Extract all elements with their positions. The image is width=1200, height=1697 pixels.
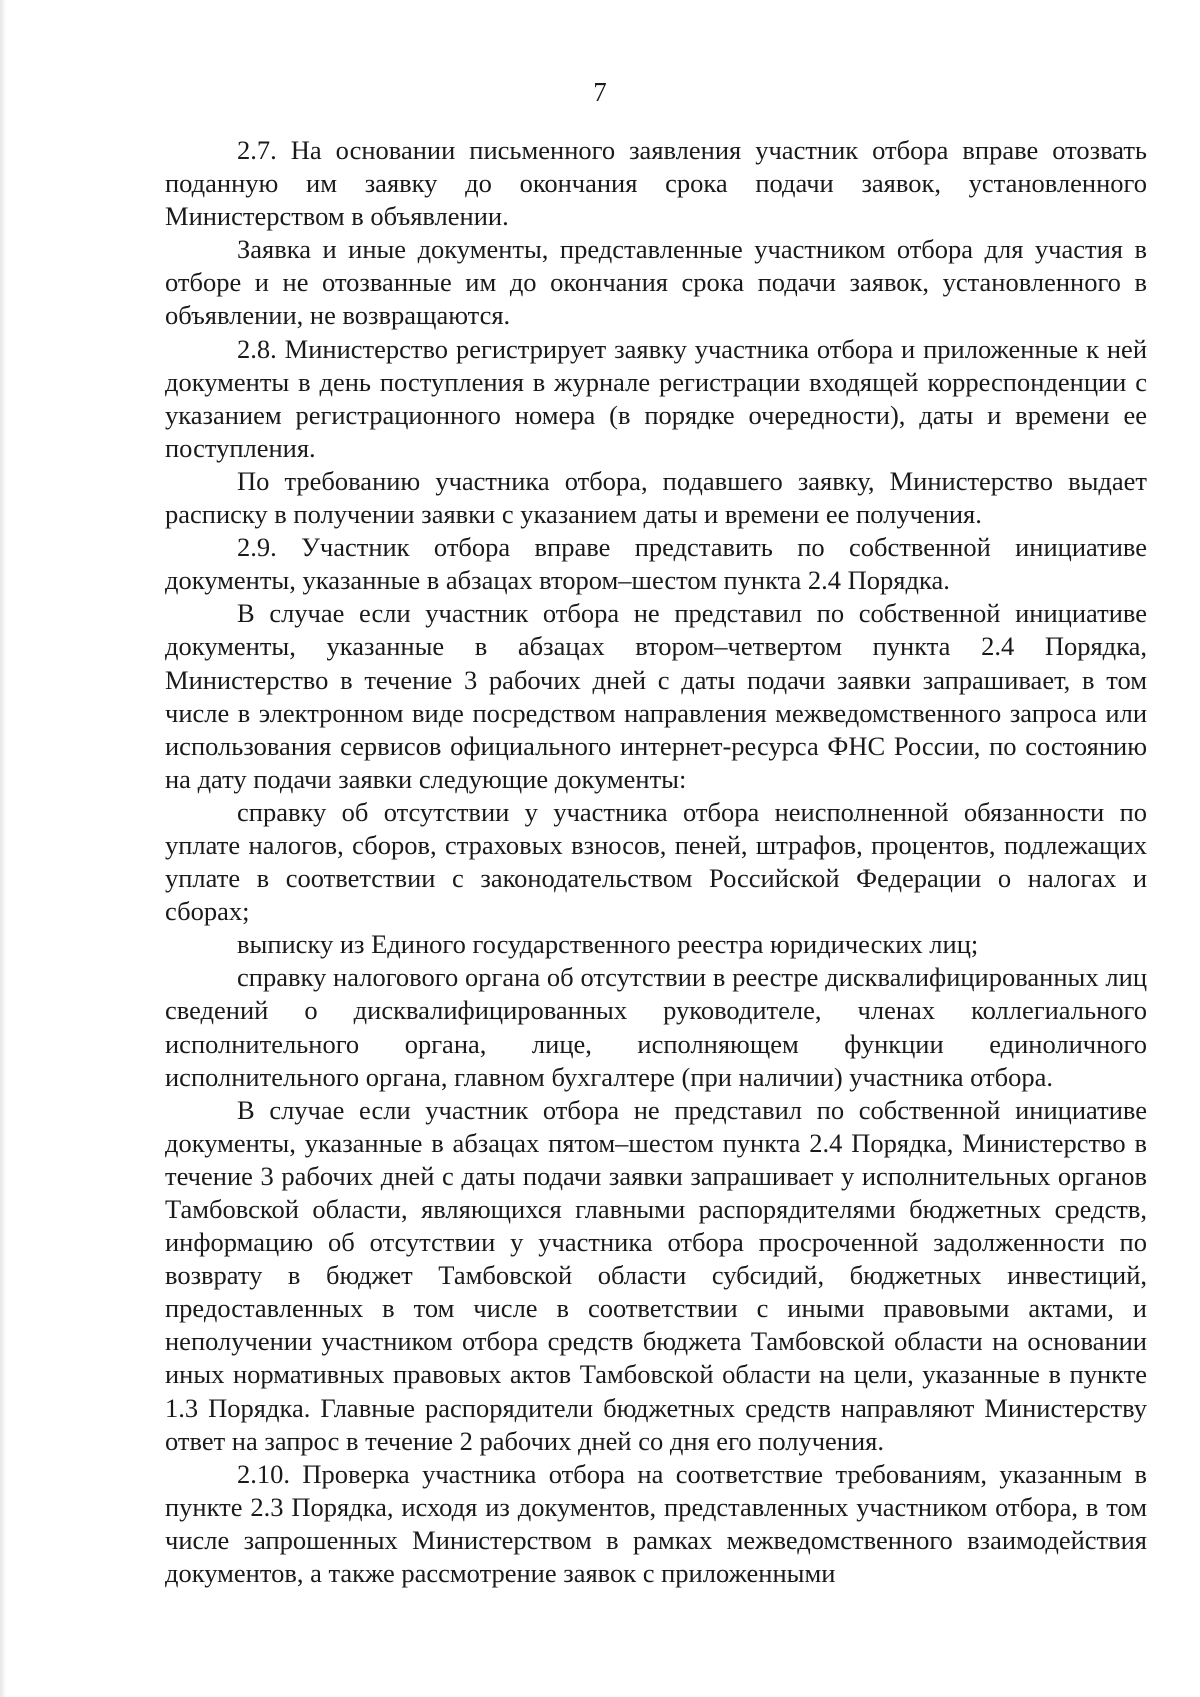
paragraph-2-10: 2.10. Проверка участника отбора на соответствие требованиям, указанным в пункте 2.3 Порядка, исходя из документов, представленных участником отбора, в том числе запрошенных Министерством в рамках межведомственного взаимодействия документов, а также рассмотрение заявок с приложенными bbox=[165, 1458, 1147, 1589]
scan-edge bbox=[0, 0, 6, 1697]
paragraph-receipt: По требованию участника отбора, подавшего заявку, Министерство выдает расписку в получении заявки с указанием даты и времени ее получения. bbox=[165, 465, 1147, 530]
paragraph-disqualified-persons: справку налогового органа об отсутствии в реестре дисквалифицированных лиц сведений о дисквалифицированных руководителе, членах коллегиального исполнительного органа, лице, исполняющем функции единоличного исполнительного органа, главном бухгалтере (при наличии) участника отбора. bbox=[165, 962, 1147, 1092]
paragraph-2-7: 2.7. На основании письменного заявления участник отбора вправе отозвать поданную им заявку до окончания срока подачи заявок, установленного Министерством в объявлении. bbox=[165, 135, 1147, 232]
paragraph-tax-certificate: справку об отсутствии у участника отбора неисполненной обязанности по уплате налогов, сборов, страховых взносов, пеней, штрафов, процентов, подлежащих уплате в соответствии с законодательством Российской Федерации о налогах и сборах; bbox=[165, 796, 1147, 927]
page-number: 7 bbox=[593, 77, 607, 107]
paragraph-budget-debt-request: В случае если участник отбора не представил по собственной инициативе документы, указанные в абзацах пятом–шестом пункта 2.4 Порядка, Министерство в течение 3 рабочих дней с даты подачи заявки запрашивает у исполнительных органов Тамбовской области, являющихся главными распорядителями бюджетных средств, информацию об отсутствии у участника отбора просроченной задолженности по возврату в бюджет Тамбовской области субсидий, бюджетных инвестиций, предоставленных в том числе в соответствии с иными правовыми актами, и неполучении участником отбора средств бюджета Тамбовской области на основании иных нормативных правовых актов Тамбовской области на цели, указанные в пункте 1.3 Порядка. Главные распорядители бюджетных средств направляют Министерству ответ на запрос в течение 2 рабочих дней со дня его получения. bbox=[165, 1094, 1147, 1456]
document-body bbox=[165, 134, 1147, 1590]
paragraph-egrul-extract: выписку из Единого государственного реестра юридических лиц; bbox=[237, 929, 979, 960]
paragraph-2-9: 2.9. Участник отбора вправе представить по собственной инициативе документы, указанные в абзацах втором–шестом пункта 2.4 Порядка. bbox=[165, 532, 1147, 596]
paragraph-2-8: 2.8. Министерство регистрирует заявку участника отбора и приложенные к ней документы в день поступления в журнале регистрации входящей корреспонденции с указанием регистрационного номера (в порядке очередности), даты и времени ее поступления. bbox=[165, 333, 1147, 463]
paragraph-application-return: Заявка и иные документы, представленные участником отбора для участия в отборе и не отозванные им до окончания срока подачи заявок, установленного в объявлении, не возвращаются. bbox=[165, 234, 1147, 331]
paragraph-interagency-request: В случае если участник отбора не представил по собственной инициативе документы, указанные в абзацах втором–четвертом пункта 2.4 Порядка, Министерство в течение 3 рабочих дней с даты подачи заявки запрашивает, в том числе в электронном виде посредством направления межведомственного запроса или использования сервисов официального интернет-ресурса ФНС России, по состоянию на дату подачи заявки следующие документы: bbox=[165, 598, 1147, 794]
